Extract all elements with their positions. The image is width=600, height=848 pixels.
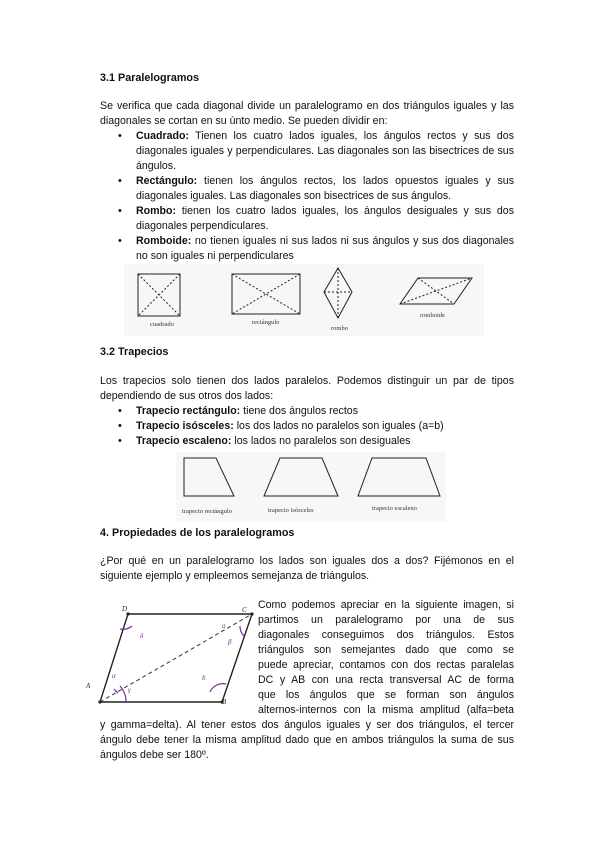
label-romboide: romboide [420, 312, 445, 319]
isosceles-trapezoid-shape [264, 458, 338, 496]
wrap-line: que los ángulos que se forman son ángulos [258, 689, 514, 701]
heading-4: 4. Propiedades de los paralelogramos [100, 527, 295, 539]
item-term: Cuadrado: [136, 130, 189, 142]
list-item [114, 234, 514, 264]
angle-beta: β [228, 638, 232, 646]
wrap-line: Como podemos apreciar en la siguiente imagen, si [258, 599, 514, 611]
vertex-c: C [242, 606, 247, 614]
vertex-b: B [222, 698, 227, 706]
scalene-trapezoid-shape [358, 458, 440, 496]
wrap-line: alternos-internos con la misma amplitud (alfa=beta [258, 704, 514, 716]
wrap-line: DC y AB con una recta transversal AC de forma [258, 674, 514, 686]
wrap-line: triángulos son semejantes dado que como se [258, 644, 514, 656]
right-trapezoid-shape [184, 458, 234, 496]
paragraph-4-rest: y gamma=delta). Al tener estos dos ángulos iguales y ser dos triángulos, el tercer ángulo debe tener la misma amplitud dado que en ambos triángulos la suma de sus ángulos debe ser 180º. [100, 719, 514, 761]
angle-gamma: γ [128, 686, 131, 694]
wrap-line: puede apreciar, contamos con dos rectas paralelas [258, 659, 514, 671]
item-term: Romboide: [136, 235, 192, 247]
list-item [114, 129, 514, 174]
item-text: tienen los ángulos rectos, los lados opuestos iguales y sus diagonales iguales. Las diagonales son bisectrices de sus ángulos. [136, 175, 514, 202]
angle-delta: δ [140, 632, 144, 640]
list-item [114, 434, 514, 449]
wrap-line: diagonales conseguimos dos triángulos. Estos [258, 629, 514, 641]
label-trapecio-escaleno: trapecio escaleno [372, 505, 417, 512]
heading-3-2: 3.2 Trapecios [100, 346, 169, 358]
item-text: tiene dos ángulos rectos [240, 405, 358, 417]
wrap-text [258, 598, 514, 718]
label-trapecio-isosceles: trapecio isósceles [268, 507, 314, 514]
item-text: los dos lados no paralelos son iguales (a=b) [233, 420, 444, 432]
item-term: Trapecio rectángulo: [136, 405, 241, 417]
item-text: Tienen los cuatro lados iguales, los ángulos rectos y sus dos diagonales iguales y perpendiculares. Las diagonales son las bisectrices de sus ángulos. [136, 130, 514, 172]
paragraph-4-question: ¿Por qué en un paralelogramo los lados son iguales dos a dos? Fijémonos en el siguiente ejemplo y empleemos semejanza de triángulos. [100, 555, 514, 582]
parallelogram-proof-figure [82, 596, 254, 708]
label-cuadrado: cuadrado [150, 321, 174, 328]
angle-a: a [222, 622, 226, 630]
label-trapecio-rectangulo: trapecio rectángulo [182, 508, 232, 515]
wrap-line: partimos un paralelogramo por una de sus [258, 614, 514, 626]
item-text: tienen los cuatro lados iguales, los ángulos desiguales y sus dos diagonales perpendiculares. [136, 205, 514, 232]
vertex-d: D [122, 605, 128, 613]
rectangle-shape [232, 274, 300, 314]
angle-b: b [202, 674, 206, 682]
list-item [114, 419, 514, 434]
parallelogram-list [114, 129, 514, 264]
proof-drawing [82, 596, 254, 708]
item-term: Rectángulo: [136, 175, 198, 187]
label-rombo: rombo [331, 325, 348, 332]
heading-3-1: 3.1 Paralelogramos [100, 72, 200, 84]
trapezoid-list [114, 404, 514, 449]
item-term: Trapecio escaleno: [136, 435, 232, 447]
list-item [114, 204, 514, 234]
item-text: los lados no paralelos son desiguales [231, 435, 411, 447]
angle-alpha: α [112, 672, 116, 680]
trapezoid-figure [176, 452, 446, 522]
list-item [114, 174, 514, 204]
item-term: Trapecio isósceles: [136, 420, 234, 432]
item-term: Rombo: [136, 205, 177, 217]
paragraph-3-1-intro: Se verifica que cada diagonal divide un paralelogramo en dos triángulos iguales y las diagonales se cortan en su ùnto medio. Se pueden dividir en: [100, 100, 514, 127]
parallelogram-drawings [124, 264, 484, 336]
paragraph-3-2-intro: Los trapecios solo tienen dos lados paralelos. Podemos distinguir un par de tipos dependiendo de sus otros dos lados: [100, 375, 514, 402]
vertex-a: A [86, 682, 91, 690]
label-rectangulo: rectángulo [252, 319, 280, 326]
list-item [114, 404, 514, 419]
parallelogram-figure [124, 264, 484, 336]
item-text: no tienen iguales ni sus lados ni sus ángulos y sus dos diagonales no son iguales ni perpendiculares [136, 235, 514, 262]
